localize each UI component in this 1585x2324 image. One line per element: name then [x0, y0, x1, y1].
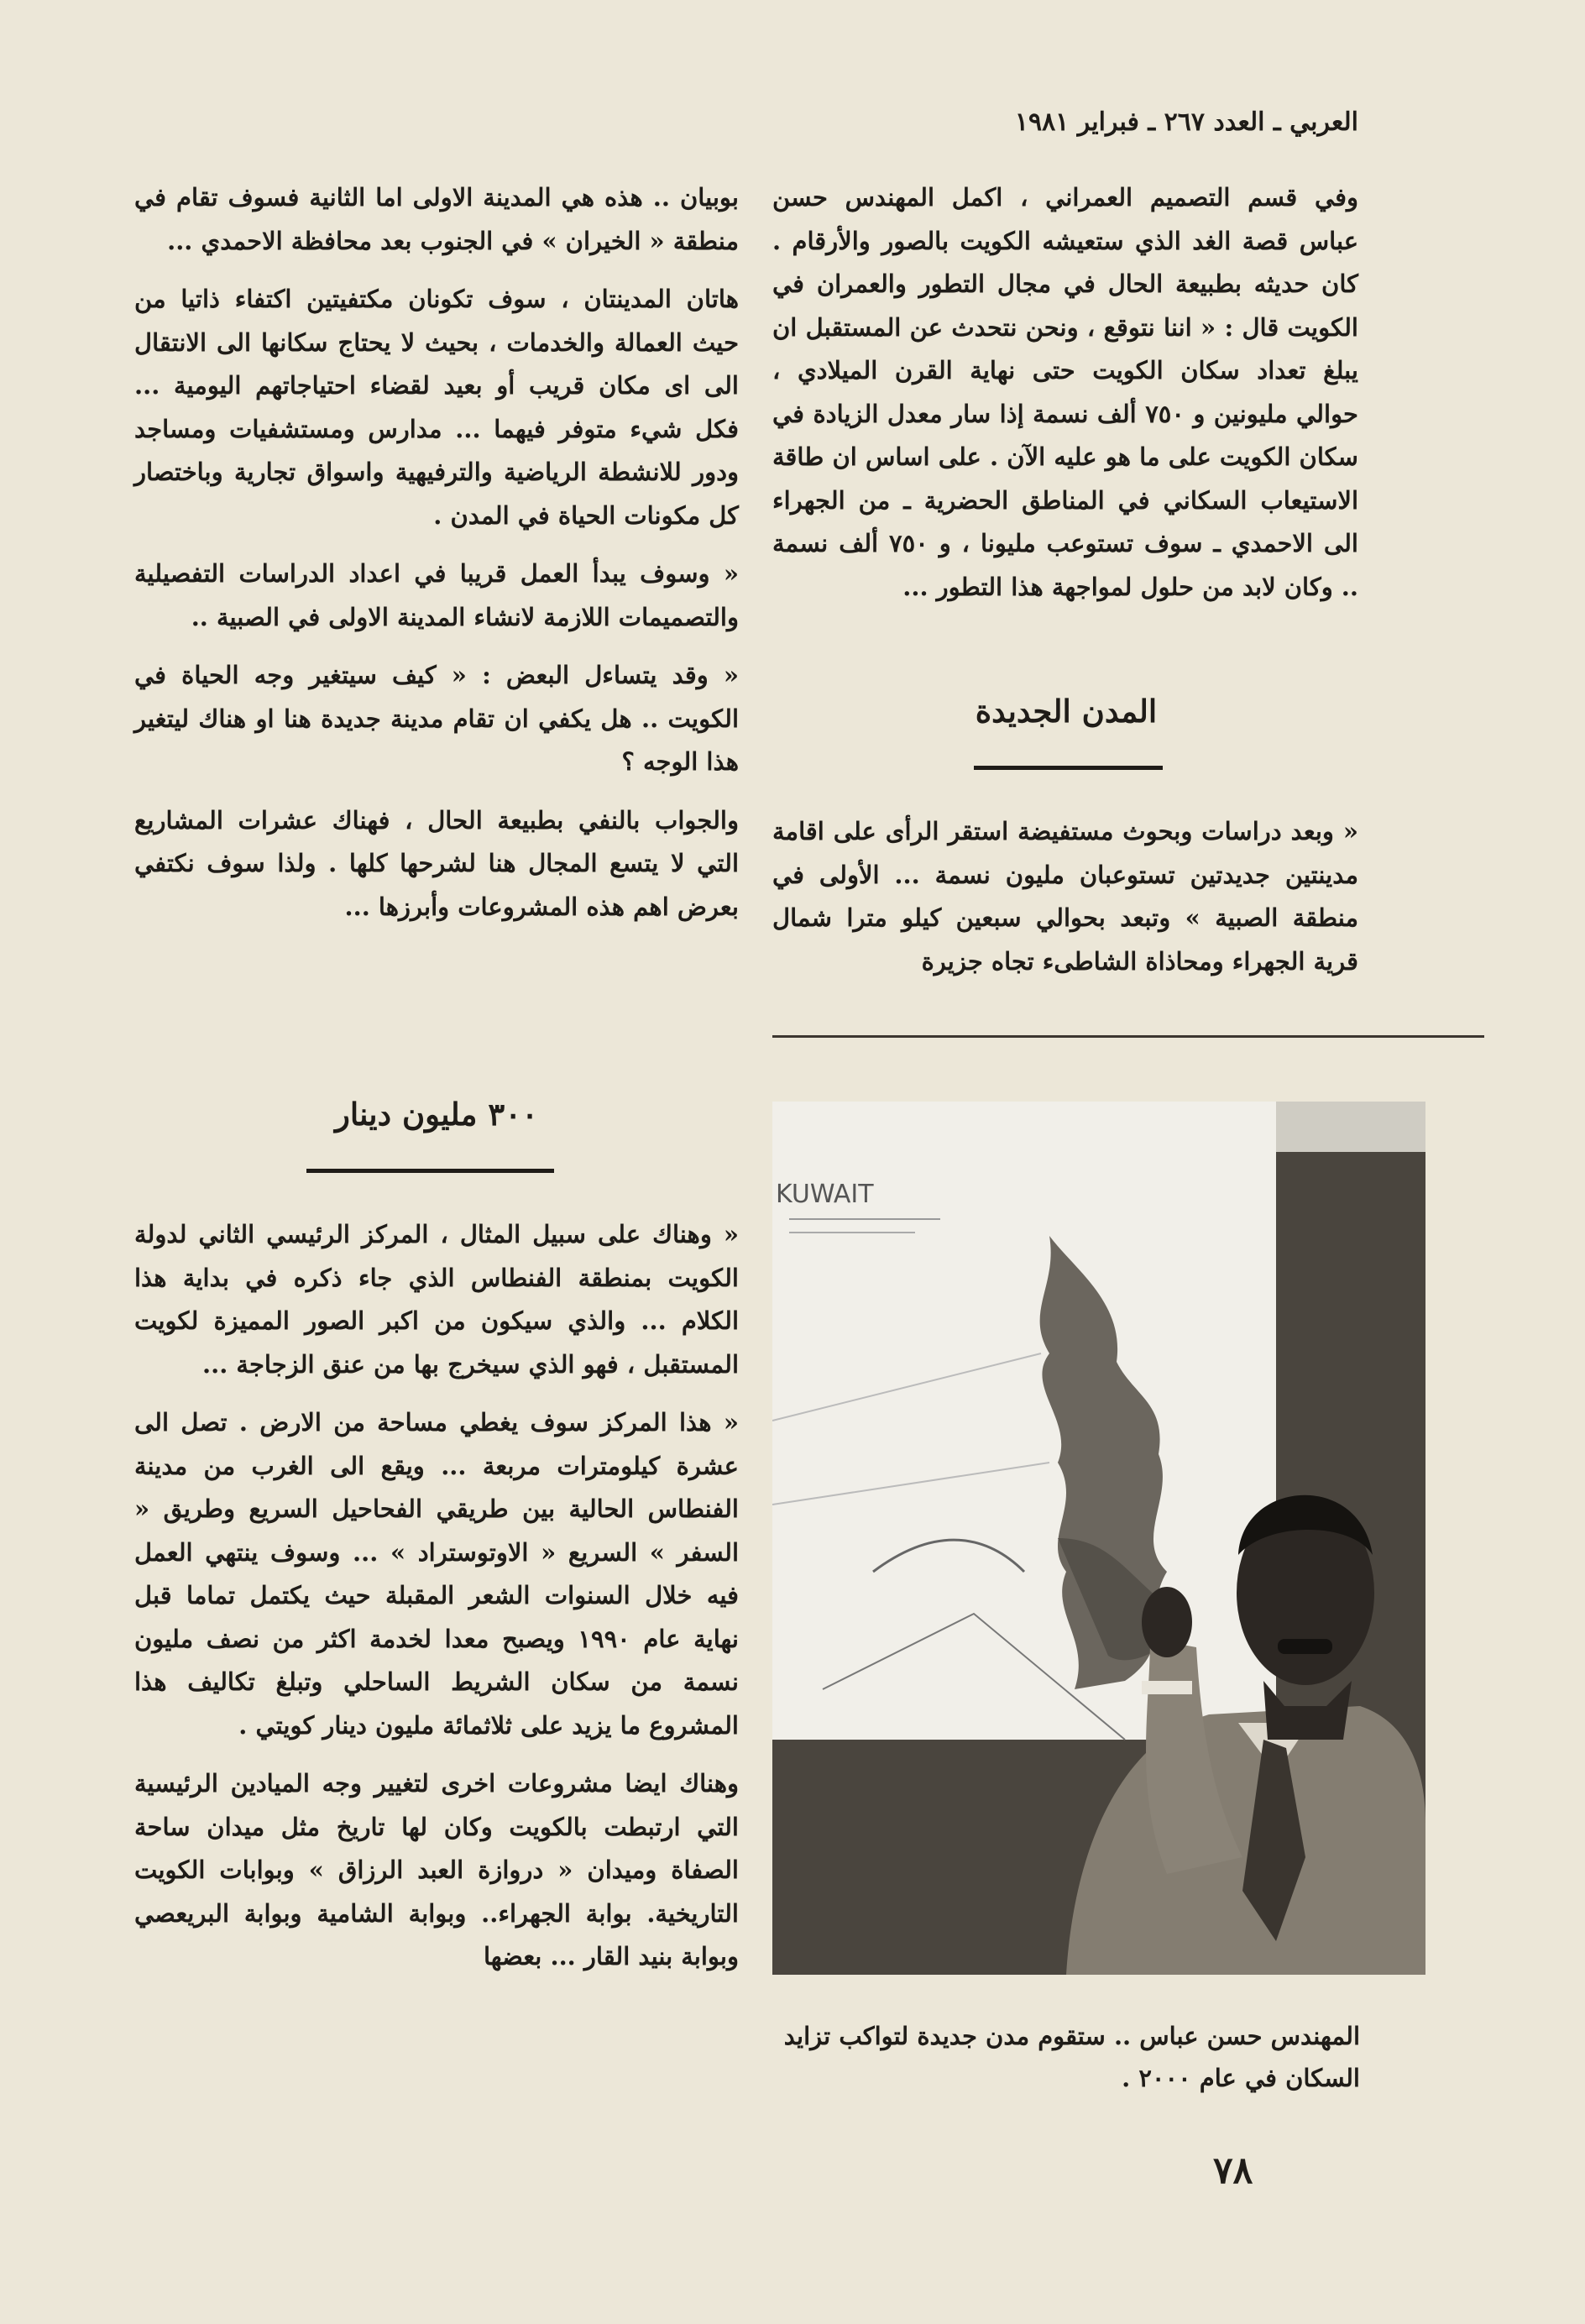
heading-underline	[974, 766, 1163, 770]
paragraph: « وسوف يبدأ العمل قريبا في اعداد الدراسات التفصيلية والتصميمات اللازمة لانشاء المدينة الاولى في الصبية ..	[134, 559, 739, 631]
right-column-intro	[772, 176, 1358, 609]
masthead: العربي ـ العدد ٢٦٧ ـ فبراير ١٩٨١	[1014, 107, 1358, 137]
paragraph: هاتان المدينتان ، سوف تكونان مكتفيتين اكتفاء ذاتيا من حيث العمالة والخدمات ، بحيث لا يحتاج سكانها الى الانتقال الى اى مكان قريب أو بعيد لقضاء احتياجاتهم اليومية ... فكل شيء متوفر فيهما ... مدارس ومستشفيات ومساجد ودور للانشطة الرياضية والترفيهية واسواق تجارية وباختصار كل مكونات الحياة في المدن .	[134, 285, 739, 530]
paragraph: « وبعد دراسات وبحوث مستفيضة استقر الرأى على اقامة مدينتين جديدتين تستوعبان مليون نسمة ... الأولى في منطقة الصبية » وتبعد بحوالي سبعين كيلو مترا شمال قرية الجهراء ومحاذاة الشاطىء تجاه جزيرة	[772, 817, 1358, 976]
photo-caption: المهندس حسن عباس .. ستقوم مدن جديدة لتواكب تزايد السكان في عام ٢٠٠٠ .	[783, 2022, 1360, 2092]
paragraph: « وقد يتساءل البعض : « كيف سيتغير وجه الحياة في الكويت .. هل يكفي ان تقام مدينة جديدة هنا او هناك ليتغير هذا الوجه ؟	[134, 661, 739, 776]
right-column-after-heading	[772, 810, 1358, 983]
section-heading-300-million: ٣٠٠ مليون دينار	[335, 1096, 538, 1133]
paragraph: وفي قسم التصميم العمراني ، اكمل المهندس حسن عباس قصة الغد الذي ستعيشه الكويت بالصور والأرقام . كان حديثه بطبيعة الحال في مجال التطور والعمران في الكويت قال : « اننا نتوقع ، ونحن نتحدث عن المستقبل ان يبلغ تعداد سكان الكويت حتى نهاية القرن الميلادي ، حوالي مليونين و ٧٥٠ ألف نسمة إذا سار معدل الزيادة في سكان الكويت على ما هو عليه الآن . على اساس ان طاقة الاستيعاب السكاني في المناطق الحضرية ـ من الجهراء الى الاحمدي ـ سوف تستوعب مليونا ، و ٧٥٠ ألف نسمة .. وكان لابد من حلول لمواجهة هذا التطور ...	[772, 183, 1358, 601]
paragraph: « وهناك على سبيل المثال ، المركز الرئيسي الثاني لدولة الكويت بمنطقة الفنطاس الذي جاء ذكره في بداية هذا الكلام ... والذي سيكون من اكبر الصور المميزة لكويت المستقبل ، فهو الذي سيخرج بها من عنق الزجاجة ...	[134, 1220, 739, 1379]
photo-illustration	[772, 1102, 1425, 1975]
section-heading-new-cities: المدن الجديدة	[975, 693, 1158, 730]
heading-underline	[306, 1169, 554, 1173]
paragraph: وهناك ايضا مشروعات اخرى لتغيير وجه الميادين الرئيسية التي ارتبطت بالكويت وكان لها تاريخ مثل ميدان ساحة الصفاة وميدان « دروازة العبد الرزاق » وبوابات الكويت التاريخية. بوابة الجهراء.. وبوابة الشامية وبوابة البريعصي وبوابة بنيد القار ... بعضها	[134, 1769, 739, 1971]
paragraph: والجواب بالنفي بطبيعة الحال ، فهناك عشرات المشاريع التي لا يتسع المجال هنا لشرحها كلها . ولذا سوف نكتفي بعرض اهم هذه المشروعات وأبرزها ...	[134, 805, 739, 921]
paragraph: بوبيان .. هذه هي المدينة الاولى اما الثانية فسوف تقام في منطقة « الخيران » في الجنوب بعد محافظة الاحمدي ...	[134, 183, 739, 255]
poster-label: KUWAIT	[776, 1180, 874, 1209]
section-divider	[772, 1035, 1484, 1038]
left-column-top	[134, 176, 739, 929]
page-number: ٧٨	[1213, 2149, 1253, 2192]
engineer-photo	[772, 1102, 1425, 1975]
paragraph: « هذا المركز سوف يغطي مساحة من الارض . تصل الى عشرة كيلومترات مربعة ... ويقع الى الغرب من مدينة الفنطاس الحالية بين طريقي الفحاحيل السريع وطريق « السفر » السريع « الاوتوستراد » ... وسوف ينتهي العمل فيه خلال السنوات الشعر المقبلة حيث يكتمل تماما قبل نهاية عام ١٩٩٠ ويصبح معدا لخدمة اكثر من نصف مليون نسمة من سكان الشريط الساحلي وتبلغ تكاليف هذا المشروع ما يزيد على ثلاثمائة مليون دينار كويتي .	[134, 1408, 739, 1740]
left-column-bottom	[134, 1213, 739, 1979]
